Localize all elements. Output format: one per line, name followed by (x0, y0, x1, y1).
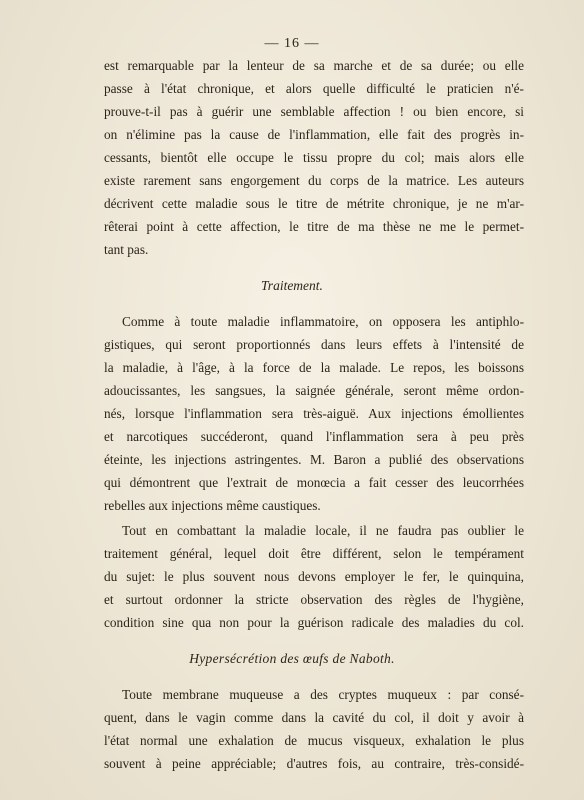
text-line: et narcotiques succéderont, quand l'inflammation sera à peu près (104, 429, 524, 444)
text-line: du sujet: le plus souvent nous devons employer le fer, le quinquina, (104, 569, 524, 584)
text-line: cessants, bientôt elle occupe le tissu propre du col; mais alors elle (104, 150, 524, 165)
text-line: quent, dans le vagin comme dans la cavité du col, il doit y avoir à (104, 710, 524, 725)
page-number: — 16 — (264, 36, 320, 51)
text-line: nés, lorsque l'inflammation sera très-aiguë. Aux injections émollientes (104, 406, 524, 421)
text-line: Tout en combattant la maladie locale, il ne faudra pas oublier le (122, 523, 524, 538)
text-line: gistiques, qui seront proportionnés dans leurs effets à l'intensité de (104, 337, 524, 352)
text-line: Toute membrane muqueuse a des cryptes muqueux : par consé- (122, 687, 524, 702)
text-line: on n'élimine pas la cause de l'inflammation, elle fait des progrès in- (104, 127, 524, 142)
text-line: décrivent cette maladie sous le titre de métrite chronique, je ne m'ar- (104, 196, 524, 211)
text-line: condition sine qua non pour la guérison radicale des maladies du col. (104, 615, 524, 630)
text-line: traitement général, lequel doit être différent, selon le tempérament (104, 546, 524, 561)
text-line: prouve-t-il pas à guérir une semblable affection ! ou bien encore, si (104, 104, 524, 119)
section-heading: Traitement. (261, 278, 323, 293)
text-line: est remarquable par la lenteur de sa marche et de sa durée; ou elle (104, 58, 524, 73)
text-line: qui démontrent que l'extrait de monœcia a fait cesser des leucorrhées (104, 475, 524, 490)
text-line: tant pas. (104, 242, 149, 257)
text-line: rebelles aux injections même caustiques. (104, 498, 321, 513)
text-line: existe rarement sans engorgement du corps de la matrice. Les auteurs (104, 173, 524, 188)
text-line: souvent à peine appréciable; d'autres fois, au contraire, très-considé- (104, 756, 524, 771)
text-line: adoucissantes, les sangsues, la saignée générale, seront même ordon- (104, 383, 524, 398)
text-line: la maladie, à l'âge, à la force de la malade. Le repos, les boissons (104, 360, 524, 375)
text-line: Comme à toute maladie inflammatoire, on opposera les antiphlo- (122, 314, 524, 329)
section-heading: Hypersécrétion des œufs de Naboth. (189, 651, 395, 666)
text-line: passe à l'état chronique, et alors quelle difficulté le praticien n'é- (104, 81, 524, 96)
text-line: éteinte, les injections astringentes. M. Baron a publié des observations (104, 452, 524, 467)
text-line: et surtout ordonner la stricte observation des règles de l'hygiène, (104, 592, 524, 607)
text-line: l'état normal une exhalation de mucus visqueux, exhalation le plus (104, 733, 524, 748)
text-line: rêterai point à cette affection, le titre de ma thèse ne me le permet- (104, 219, 524, 234)
